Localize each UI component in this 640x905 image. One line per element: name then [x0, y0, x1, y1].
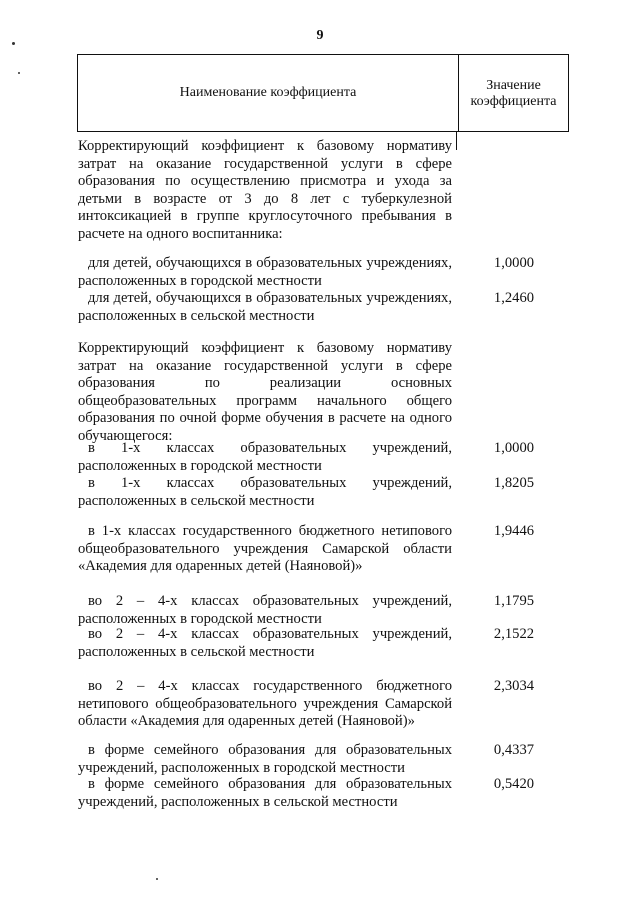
table-header — [77, 54, 569, 132]
row-value: 1,9446 — [493, 523, 535, 539]
row-value: 2,3034 — [493, 678, 535, 694]
scan-speck — [18, 72, 20, 74]
row-label: для детей, обучающихся в образовательных учреждениях, расположенных в сельской местности — [78, 290, 452, 324]
row-value: 1,0000 — [493, 440, 535, 456]
row-value: 1,1795 — [493, 593, 535, 609]
scan-speck — [156, 878, 158, 880]
section2-title: Корректирующий коэффициент к базовому нормативу затрат на оказание государственной услуги в сфере образования по реализации основных общеобразовательных программ начального общего образования по очной форме обучения в расчете на одного обучающегося: — [78, 340, 452, 444]
page-number: 9 — [316, 28, 324, 43]
column-divider — [456, 132, 457, 150]
row-label: в 1-х классах государственного бюджетного нетипового общеобразовательного учреждения Самарской области «Академия для одаренных детей (Наяновой)» — [78, 523, 452, 574]
header-name-column: Наименование коэффициента — [78, 55, 459, 131]
row-label: во 2 – 4-х классах образовательных учреждений, расположенных в сельской местности — [78, 626, 452, 660]
row-label: в 1-х классах образовательных учреждений, расположенных в сельской местности — [78, 475, 452, 509]
row-value: 0,5420 — [493, 776, 535, 792]
row-label: во 2 – 4-х классах государственного бюджетного нетипового общеобразовательного учреждения Самарской области «Академия для одаренных детей (Наяновой)» — [78, 678, 452, 729]
row-value: 0,4337 — [493, 742, 535, 758]
row-value: 1,2460 — [493, 290, 535, 306]
row-value: 1,8205 — [493, 475, 535, 491]
row-label: в форме семейного образования для образовательных учреждений, расположенных в сельской местности — [78, 776, 452, 810]
row-label: в форме семейного образования для образовательных учреждений, расположенных в городской местности — [78, 742, 452, 776]
row-value: 2,1522 — [493, 626, 535, 642]
section1-title: Корректирующий коэффициент к базовому нормативу затрат на оказание государственной услуги в сфере образования по осуществлению присмотра и ухода за детьми в возрасте от 3 до 8 лет с туберкулезной интоксикацией в группе круглосуточного пребывания в расчете на одного воспитанника: — [78, 138, 452, 242]
header-value-column — [459, 55, 568, 131]
header-value-line1: Значение — [486, 78, 541, 93]
row-label: для детей, обучающихся в образовательных учреждениях, расположенных в городской местности — [78, 255, 452, 289]
scan-speck — [12, 42, 15, 45]
row-label: в 1-х классах образовательных учреждений, расположенных в городской местности — [78, 440, 452, 474]
row-value: 1,0000 — [493, 255, 535, 271]
row-label: во 2 – 4-х классах образовательных учреждений, расположенных в городской местности — [78, 593, 452, 627]
header-value-line2: коэффициента — [470, 94, 557, 109]
